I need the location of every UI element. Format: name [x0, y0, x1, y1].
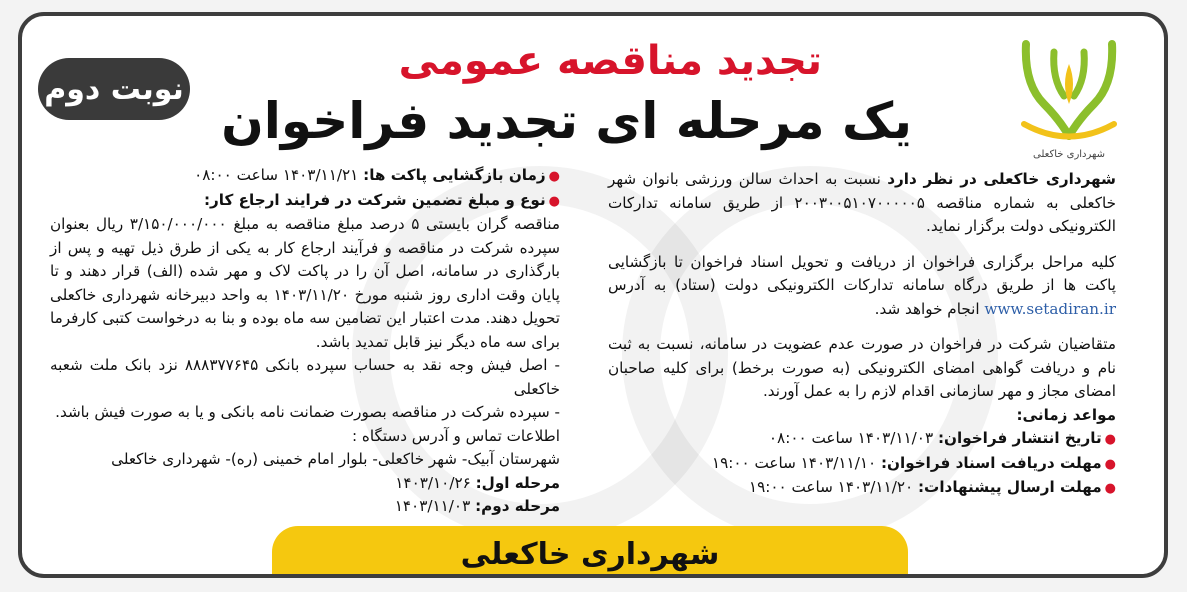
title-top: تجدید مناقصه عمومی — [398, 38, 822, 84]
right-column — [608, 168, 1116, 501]
round-badge: نوبت دوم — [38, 58, 190, 120]
footer-banner: شهرداری خاکعلی — [272, 526, 908, 578]
schedule-title: مواعد زمانی: — [1016, 405, 1116, 424]
contact-address: شهرستان آبیک- شهر خاکعلی- بلوار امام خمینی (ره)- شهرداری خاکعلی — [111, 450, 560, 468]
stage-one: مرحله اول: ۱۴۰۳/۱۰/۲۶ — [395, 473, 560, 492]
stage-two: مرحله دوم: ۱۴۰۳/۱۱/۰۳ — [394, 497, 560, 515]
left-column — [50, 164, 560, 519]
guarantee-text: مناقصه گران بایستی ۵ درصد مبلغ مناقصه به مبلغ ۳/۱۵۰/۰۰۰/۰۰۰ ریال بعنوان سپرده شرکت در مناقصه و فرآیند ارجاع کار به یکی از طرق ذیل تهیه و پس از بارگذاری در سامانه، اصل آن را در پاکت لاک و مهر شده (الف) قرار دهند و تا پایان وقت اداری روز شنبه مورخ ۱۴۰۳/۱۱/۲۰ به واحد دبیرخانه شهرداری خاکعلی تحویل دهند. مدت اعتبار این تضامین سه ماه بوده و بنا به درخواست کتبی کارفرما برای سه ماه دیگر نیز قابل تمدید باشد. — [50, 215, 560, 351]
paragraph-intro: شهرداری خاکعلی در نظر دارد نسبت به احداث سالن ورزشی بانوان شهر خاکعلی به شماره مناقصه ۲۰۰۳۰۰۵۱۰۷۰۰۰۰۰۵ از طریق سامانه تدارکات الکترونیکی دولت برگزار نماید. — [608, 170, 1116, 235]
guarantee-option: - اصل فیش وجه نقد به حساب سپرده بانکی ۸۸۸۳۷۷۶۴۵ نزد بانک ملت شعبه خاکعلی — [50, 356, 560, 398]
schedule-item: ●مهلت ارسال پیشنهادات: ۱۴۰۳/۱۱/۲۰ ساعت ۱۹:۰۰ — [748, 478, 1116, 496]
contact-title: اطلاعات تماس و آدرس دستگاه : — [351, 426, 560, 445]
guarantee-option: - سپرده شرکت در مناقصه بصورت ضمانت نامه بانکی و یا به صورت فیش باشد. — [55, 403, 560, 421]
municipality-logo-icon — [1004, 24, 1134, 164]
paragraph-registration: متقاضیان شرکت در فراخوان در صورت عدم عضویت در سامانه، نسبت به ثبت نام و دریافت گواهی امضای الکترونیکی (به صورت برخط) برای کلیه صاحبان امضای مجاز و مهر سازمانی اقدام لازم را به عمل آورند. — [608, 335, 1116, 400]
notice-frame — [18, 12, 1168, 578]
opening-time: ●زمان بازگشایی پاکت ها: ۱۴۰۳/۱۱/۲۱ ساعت ۰۸:۰۰ — [194, 166, 560, 184]
paragraph-process: کلیه مراحل برگزاری فراخوان از دریافت و تحویل اسناد فراخوان تا بازگشایی پاکت ها از طریق درگاه سامانه تدارکات الکترونیکی دولت (ستاد) به آدرس www.setadiran.ir انجام خواهد شد. — [608, 252, 1116, 318]
schedule-item: ●مهلت دریافت اسناد فراخوان: ۱۴۰۳/۱۱/۱۰ ساعت ۱۹:۰۰ — [711, 453, 1116, 472]
guarantee-heading: ●نوع و مبلغ تضمین شرکت در فرایند ارجاع کار: — [203, 190, 560, 209]
title-main: یک مرحله ای تجدید فراخوان — [221, 92, 912, 150]
logo-caption: شهرداری خاکعلی — [1032, 149, 1106, 160]
schedule-item: ●تاریخ انتشار فراخوان: ۱۴۰۳/۱۱/۰۳ ساعت ۰۸:۰۰ — [768, 429, 1116, 447]
setadiran-link[interactable]: www.setadiran.ir — [984, 299, 1116, 318]
